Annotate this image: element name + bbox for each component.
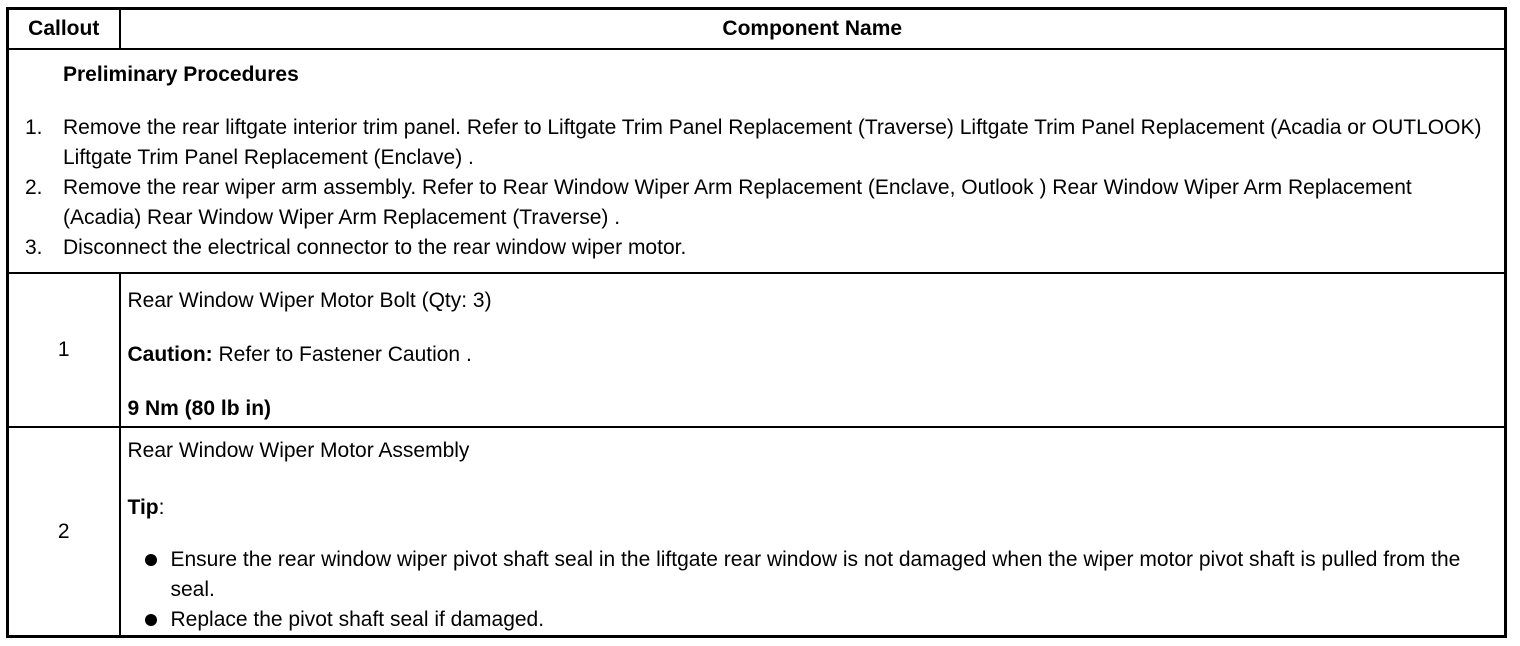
preliminary-cell bbox=[8, 49, 1506, 273]
table-row bbox=[8, 273, 1506, 427]
step-text: Remove the rear liftgate interior trim panel. Refer to Liftgate Trim Panel Replacement (Traverse) Liftgate Trim Panel Replacement (Acadia or OUTLOOK) Liftgate Trim Panel Replacement (Enclave) . bbox=[63, 116, 1482, 169]
list-item bbox=[128, 545, 1495, 605]
component-cell bbox=[120, 427, 1506, 637]
callout-number: 1 bbox=[8, 273, 120, 427]
preliminary-row bbox=[8, 49, 1506, 273]
step-text: Remove the rear wiper arm assembly. Refer to Rear Window Wiper Arm Replacement (Enclave, Outlook ) Rear Window Wiper Arm Replacement (Acadia) Rear Window Wiper Arm Replacement (Traverse) . bbox=[63, 176, 1412, 229]
torque-spec: 9 Nm (80 lb in) bbox=[127, 397, 272, 420]
step-text: Disconnect the electrical connector to the rear window wiper motor. bbox=[63, 236, 687, 259]
component-cell bbox=[120, 273, 1506, 427]
header-row bbox=[8, 9, 1506, 50]
tip-text: Replace the pivot shaft seal if damaged. bbox=[170, 608, 545, 631]
step-number: 1. bbox=[25, 116, 43, 139]
tip-text: Ensure the rear window wiper pivot shaft seal in the liftgate rear window is not damaged when the wiper motor pivot shaft is pulled from the seal. bbox=[170, 548, 1461, 601]
list-item bbox=[9, 113, 1504, 173]
tip-list bbox=[128, 545, 1495, 635]
caution-text: Refer to Fastener Caution . bbox=[212, 343, 472, 366]
preliminary-title: Preliminary Procedures bbox=[63, 63, 299, 86]
component-name: Rear Window Wiper Motor Assembly bbox=[127, 439, 470, 462]
bullet-icon bbox=[145, 614, 157, 626]
caution-line bbox=[128, 342, 1495, 367]
procedure-table bbox=[6, 7, 1507, 638]
tip-line bbox=[128, 495, 1495, 520]
table-row bbox=[8, 427, 1506, 637]
list-item bbox=[9, 233, 1504, 263]
bullet-icon bbox=[145, 554, 157, 566]
component-name: Rear Window Wiper Motor Bolt (Qty: 3) bbox=[127, 289, 492, 312]
callout-header: Callout bbox=[8, 9, 120, 50]
list-item bbox=[9, 173, 1504, 233]
tip-colon: : bbox=[158, 496, 165, 519]
step-number: 3. bbox=[25, 236, 43, 259]
callout-number: 2 bbox=[8, 427, 120, 637]
caution-label: Caution: bbox=[127, 343, 213, 366]
preliminary-steps bbox=[9, 113, 1504, 263]
list-item bbox=[128, 605, 1495, 635]
step-number: 2. bbox=[25, 176, 43, 199]
tip-label: Tip bbox=[127, 496, 159, 519]
component-name-header: Component Name bbox=[120, 9, 1506, 50]
